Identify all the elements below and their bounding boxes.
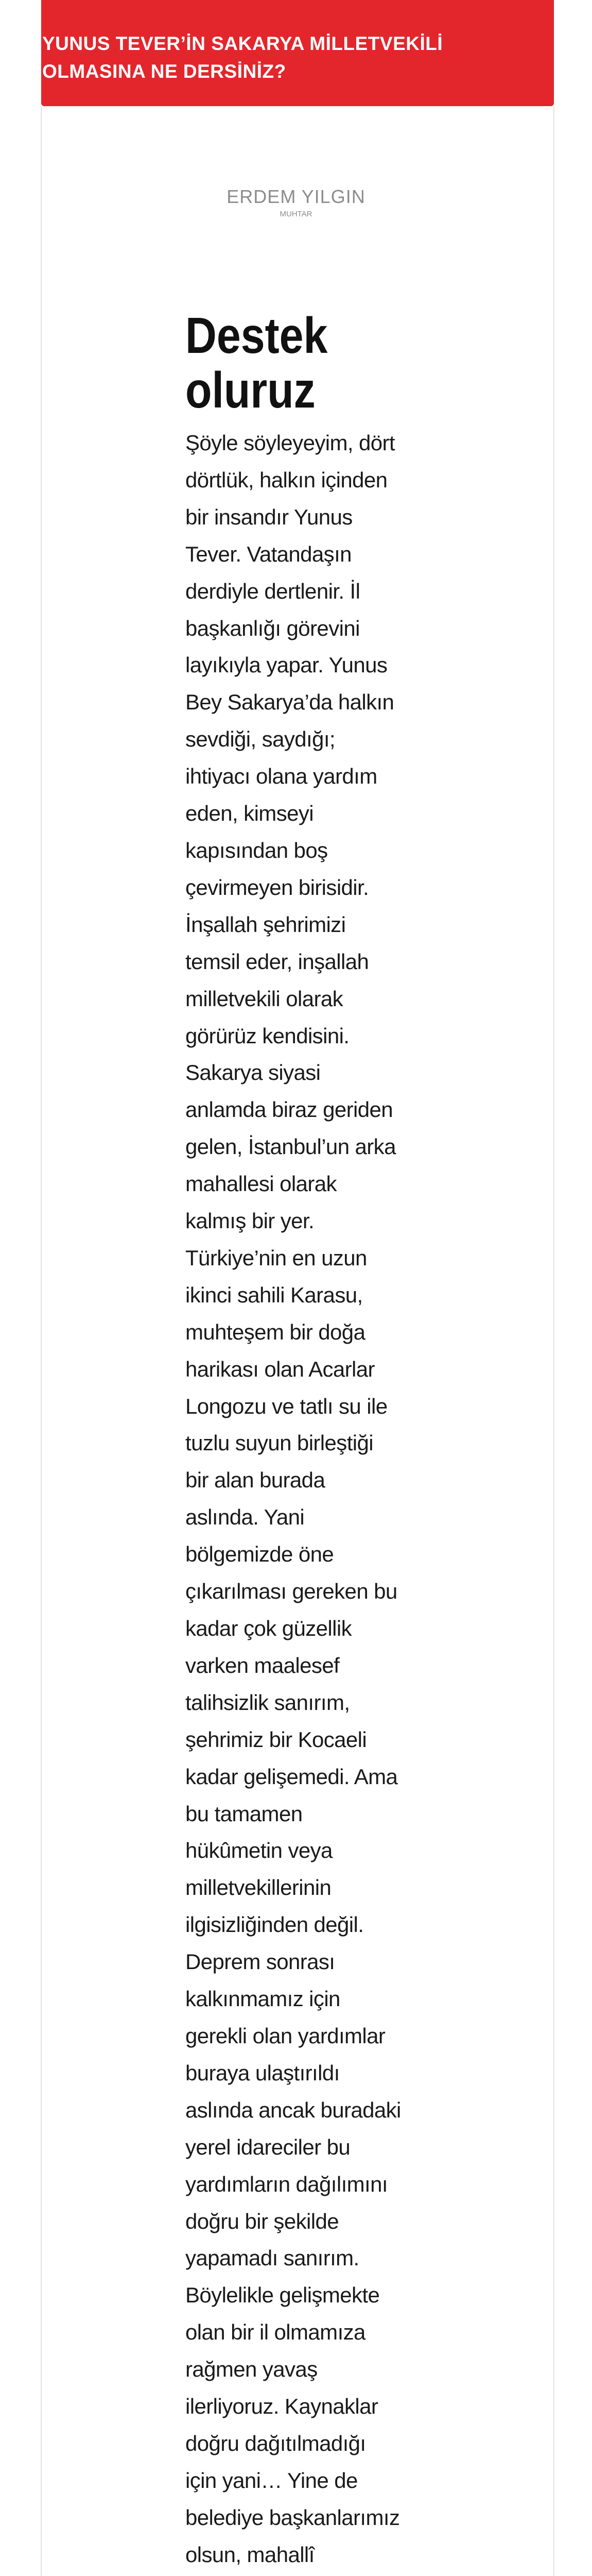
author-role: MUHTAR [280,210,312,218]
article-body: Şöyle söyleyeyim, dört dörtlük, halkın içinden bir insandır Yunus Tever. Vatandaşın derdiyle dertlenir. İl başkanlığı görevini layıkıyla yapar. Yunus Bey Sakarya’da halkın sevdiği, saydığı; ihtiyacı olana yardım eden, kimseyi kapısından boş çevirmeyen birisidir. İnşallah şehrimizi temsil eder, inşallah milletvekili olarak görürüz kendisini. Sakarya siyasi anlamda biraz geriden gelen, İstanbul’un arka mahallesi olarak kalmış bir yer. Türkiye’nin en uzun ikinci sahili Karasu, muhteşem bir doğa harikası olan Acarlar Longozu ve tatlı su ile tuzlu suyun birleştiği bir alan burada aslında. Yani bölgemizde öne çıkarılması gereken bu kadar çok güzellik varken maalesef talihsizlik sanırım, şehrimiz bir Kocaeli kadar gelişemedi. Ama bu tamamen hükûmetin veya milletvekillerinin ilgisizliğinden değil. Deprem sonrası kalkınmamız için gerekli olan yardımlar buraya ulaştırıldı aslında ancak buradaki yerel idareciler bu yardımların dağılımını doğru bir şekilde yapamadı sanırım. Böylelikle gelişmekte olan bir il olmamıza rağmen yavaş ilerliyoruz. Kaynaklar doğru dağıtılmadığı için yani… Yine de belediye başkanlarımız olsun, mahallî [185,431,401,2567]
banner-title: YUNUS TEVER’İN SAKARYA MİLLETVEKİLİ OLMASINA NE DERSİNİZ? [42,33,443,82]
author-name: ERDEM YILGIN [227,186,365,207]
article-headline: Destek oluruz [185,307,328,418]
